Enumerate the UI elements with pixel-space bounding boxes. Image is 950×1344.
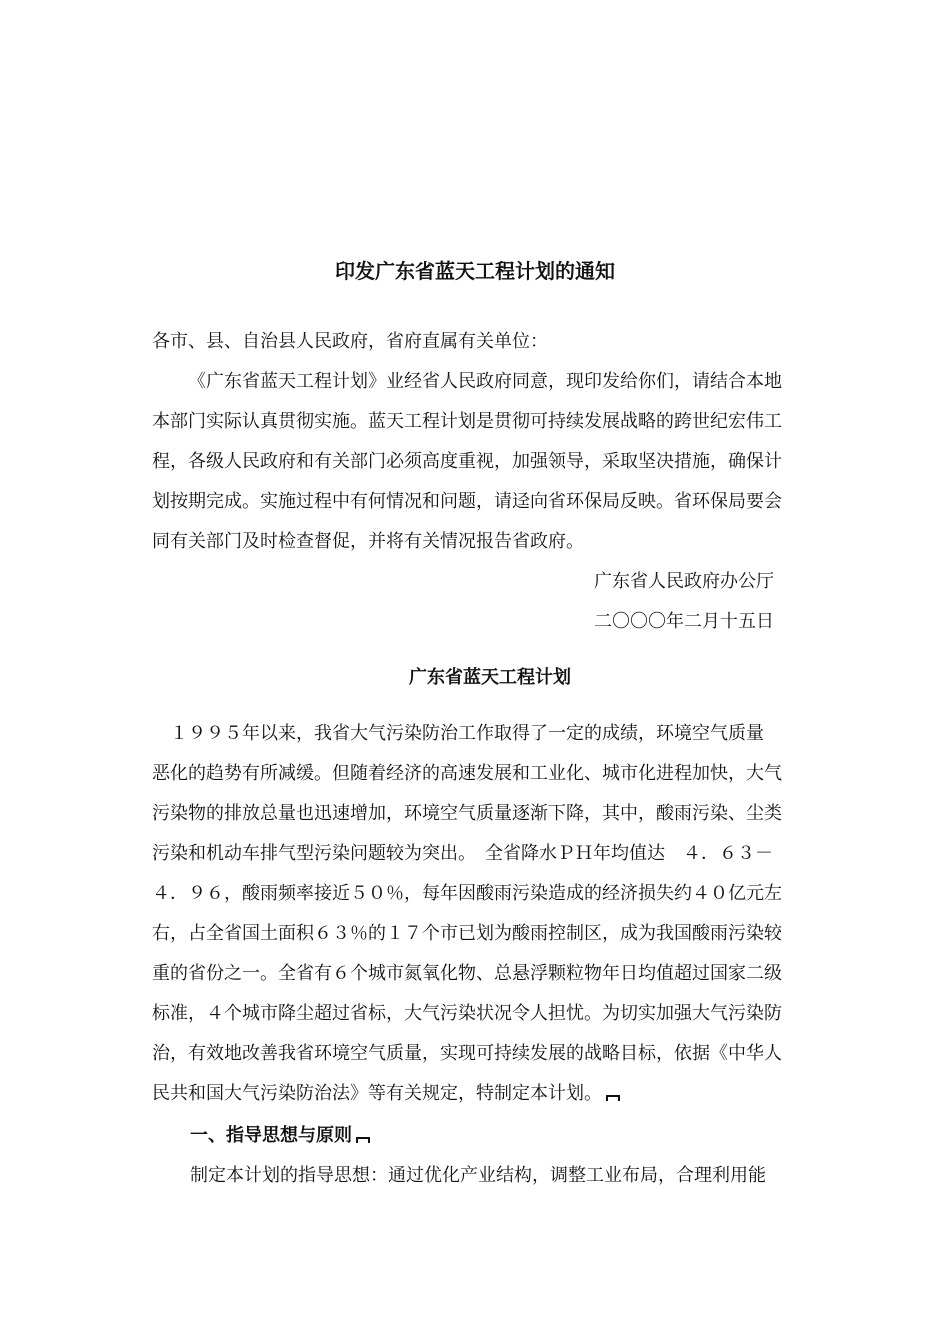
notice-body-line: 程，各级人民政府和有关部门必须高度重视，加强领导，采取坚决措施，确保计 — [152, 451, 782, 472]
paragraph-mark-icon — [356, 1137, 370, 1143]
notice-salutation: 各市、县、自治县人民政府，省府直属有关单位： — [152, 331, 548, 352]
plan-intro-line: 污染物的排放总量也迅速增加，环境空气质量逐渐下降，其中，酸雨污染、尘类 — [152, 803, 782, 824]
notice-body-line: 本部门实际认真贯彻实施。蓝天工程计划是贯彻可持续发展战略的跨世纪宏伟工 — [152, 411, 782, 432]
plan-intro-line: 标准，４个城市降尘超过省标，大气污染状况令人担忧。为切实加强大气污染防 — [152, 1003, 782, 1024]
plan-intro-line: 重的省份之一。全省有６个城市氮氧化物、总悬浮颗粒物年日均值超过国家二级 — [152, 963, 782, 984]
section-heading-text: 一、指导思想与原则 — [190, 1125, 352, 1146]
plan-title: 广东省蓝天工程计划 — [409, 667, 571, 688]
notice-body-line: 同有关部门及时检查督促，并将有关情况报告省政府。 — [152, 531, 584, 552]
plan-intro-line: 治，有效地改善我省环境空气质量，实现可持续发展的战略目标，依据《中华人 — [152, 1043, 782, 1064]
notice-date: 二〇〇〇年二月十五日 — [594, 611, 774, 632]
plan-intro-line: １９９５年以来，我省大气污染防治工作取得了一定的成绩，环境空气质量 — [170, 723, 764, 744]
plan-intro-line: 民共和国大气污染防治法》等有关规定，特制定本计划。 — [152, 1083, 602, 1104]
section-heading — [190, 1124, 370, 1148]
plan-intro-line: 污染和机动车排气型污染问题较为突出。 全省降水ＰＨ年均值达 ４．６３－ — [152, 843, 773, 864]
section-first-line: 制定本计划的指导思想：通过优化产业结构，调整工业布局，合理利用能 — [190, 1165, 766, 1186]
plan-intro-line: ４．９６，酸雨频率接近５０％，每年因酸雨污染造成的经济损失约４０亿元左 — [152, 883, 782, 904]
notice-issuer: 广东省人民政府办公厅 — [594, 571, 774, 592]
plan-intro-line: 右，占全省国土面积６３％的１７个市已划为酸雨控制区，成为我国酸雨污染较 — [152, 923, 782, 944]
notice-body-line: 划按期完成。实施过程中有何情况和问题，请迳向省环保局反映。省环保局要会 — [152, 491, 782, 512]
notice-body-line: 《广东省蓝天工程计划》业经省人民政府同意，现印发给你们，请结合本地 — [188, 371, 782, 392]
paragraph-mark-icon — [606, 1095, 620, 1101]
plan-intro-line: 恶化的趋势有所减缓。但随着经济的高速发展和工业化、城市化进程加快，大气 — [152, 763, 782, 784]
notice-title: 印发广东省蓝天工程计划的通知 — [335, 259, 615, 283]
plan-intro-last-line — [152, 1082, 620, 1106]
